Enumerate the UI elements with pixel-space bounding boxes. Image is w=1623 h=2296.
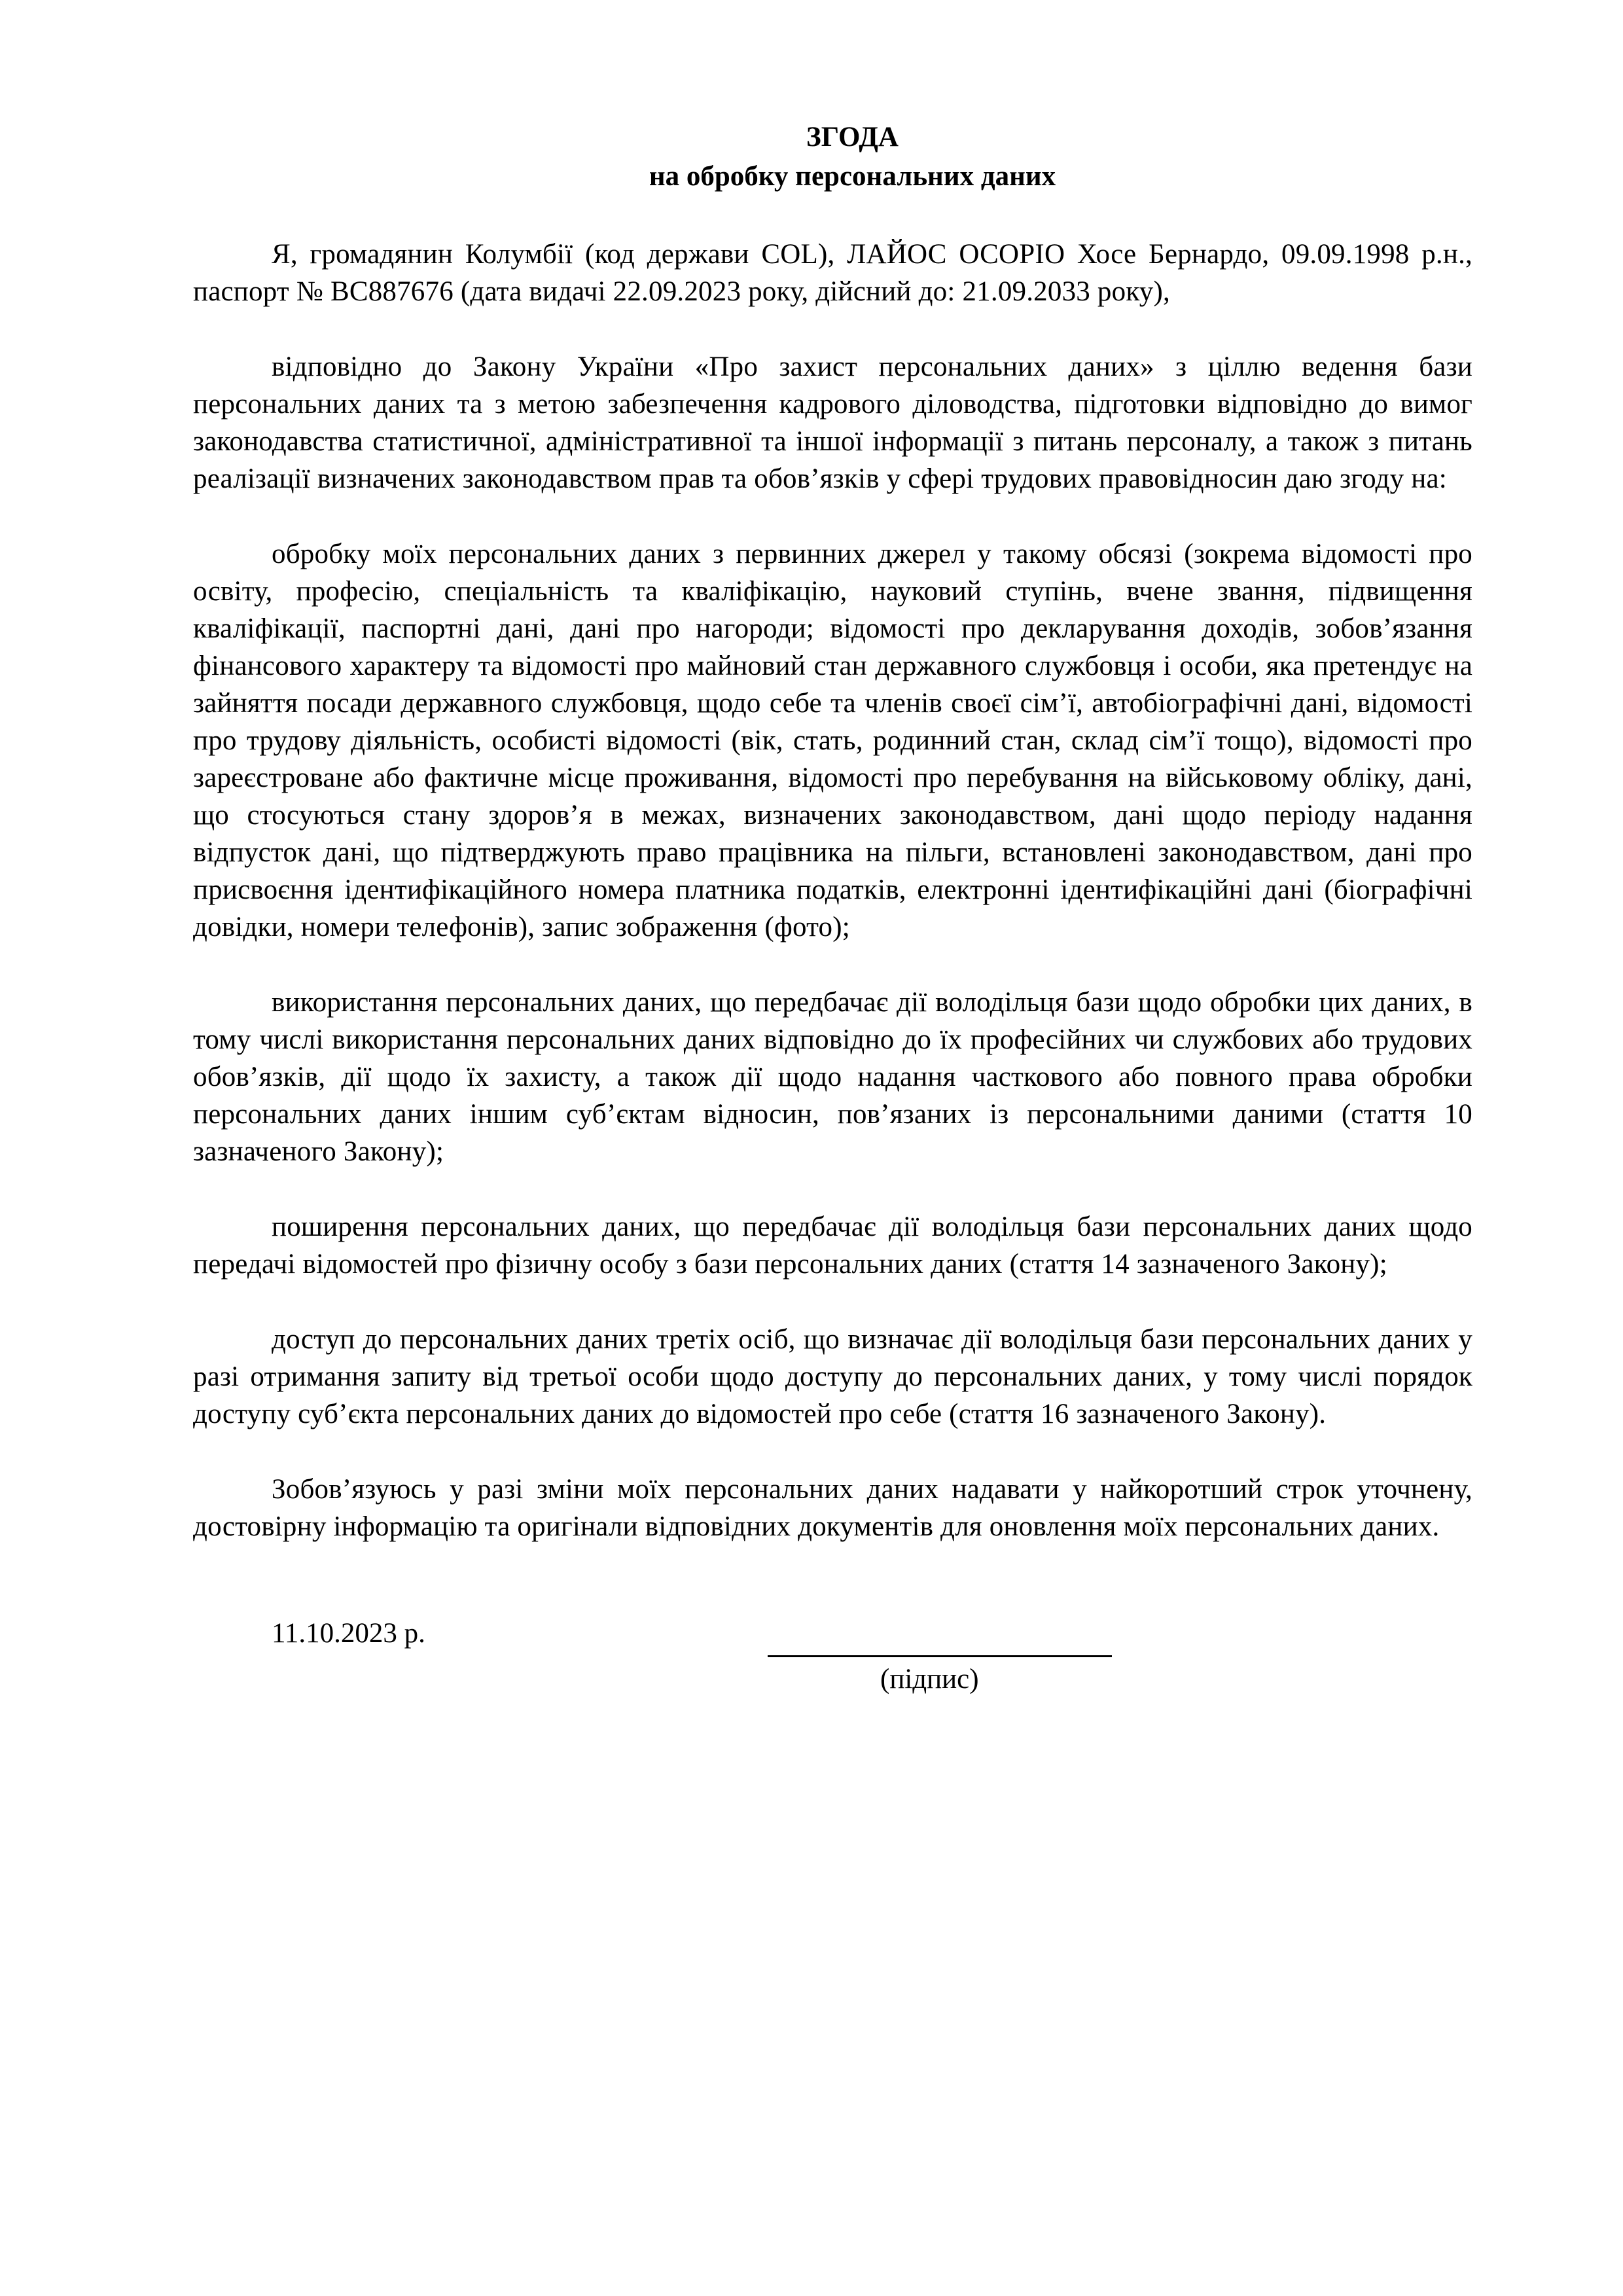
document-body <box>193 236 1472 1545</box>
paragraph-obligation: Зобов’язуюсь у разі зміни моїх персональних даних надавати у найкоротший строк уточнену, достовірну інформацію та оригінали відповідних документів для оновлення моїх персональних даних. <box>193 1474 1472 1542</box>
document-content <box>193 118 1472 1748</box>
paragraph-legal-basis: відповідно до Закону України «Про захист персональних даних» з ціллю ведення бази персональних даних та з метою забезпечення кадрового діловодства, підготовки відповідно до вимог законодавства статистичної, адміністративної та іншої інформації з питань персоналу, а також з питань реалізації визначених законодавством прав та обов’язків у сфері трудових правовідносин даю згоду на: <box>193 351 1472 494</box>
paragraph-usage: використання персональних даних, що передбачає дії володільця бази щодо обробки цих даних, в тому числі використання персональних даних відповідно до їх професійних чи службових або трудових обов’язків, дії щодо їх захисту, а також дії щодо надання часткового або повного права обробки персональних даних іншим суб’єктам відносин, пов’язаних із персональними даними (стаття 10 зазначеного Закону); <box>193 987 1472 1167</box>
document-title: ЗГОДА <box>806 122 899 152</box>
paragraph-processing-scope: обробку моїх персональних даних з первинних джерел у такому обсязі (зокрема відомості про освіту, професію, спеціальність та кваліфікацію, науковий ступінь, вчене звання, підвищення кваліфікації, паспортні дані, дані про нагороди; відомості про декларування доходів, зобов’язання фінансового характеру та відомості про майновий стан державного службовця і особи, яка претендує на зайняття посади державного службовця, щодо себе та членів своєї сім’ї, автобіографічні дані, відомості про трудову діяльність, особисті відомості (вік, стать, родинний стан, склад сім’ї тощо), відомості про зареєстроване або фактичне місце проживання, відомості про перебування на військовому обліку, дані, що стосуються стану здоров’я в межах, визначених законодавством, дані щодо періоду надання відпусток дані, що підтверджують право працівника на пільги, встановлені законодавством, дані про присвоєння ідентифікаційного номера платника податків, електронні ідентифікаційні дані (біографічні довідки, номери телефонів), запис зображення (фото); <box>193 539 1472 942</box>
paragraph-declarant: Я, громадянин Колумбії (код держави COL), ЛАЙОС ОСОРІО Хосе Бернардо, 09.09.1998 р.н., паспорт № BC887676 (дата видачі 22.09.2023 року, дійсний до: 21.09.2033 року), <box>193 239 1472 307</box>
document-date: 11.10.2023 р. <box>272 1618 425 1649</box>
paragraph-third-party-access: доступ до персональних даних третіх осіб, що визначає дії володільця бази персональних даних у разі отримання запиту від третьої особи щодо доступу до персональних даних, у тому числі порядок доступу суб’єкта персональних даних до відомостей про себе (стаття 16 зазначеного Закону). <box>193 1324 1472 1429</box>
signature-line <box>768 1655 1112 1657</box>
signature-label: (підпис) <box>880 1664 979 1695</box>
paragraph-dissemination: поширення персональних даних, що передбачає дії володільця бази персональних даних щодо передачі відомостей про фізичну особу з бази персональних даних (стаття 14 зазначеного Закону); <box>193 1211 1472 1280</box>
document-subtitle: на обробку персональних даних <box>649 161 1056 192</box>
signature-block <box>193 1617 1472 1748</box>
